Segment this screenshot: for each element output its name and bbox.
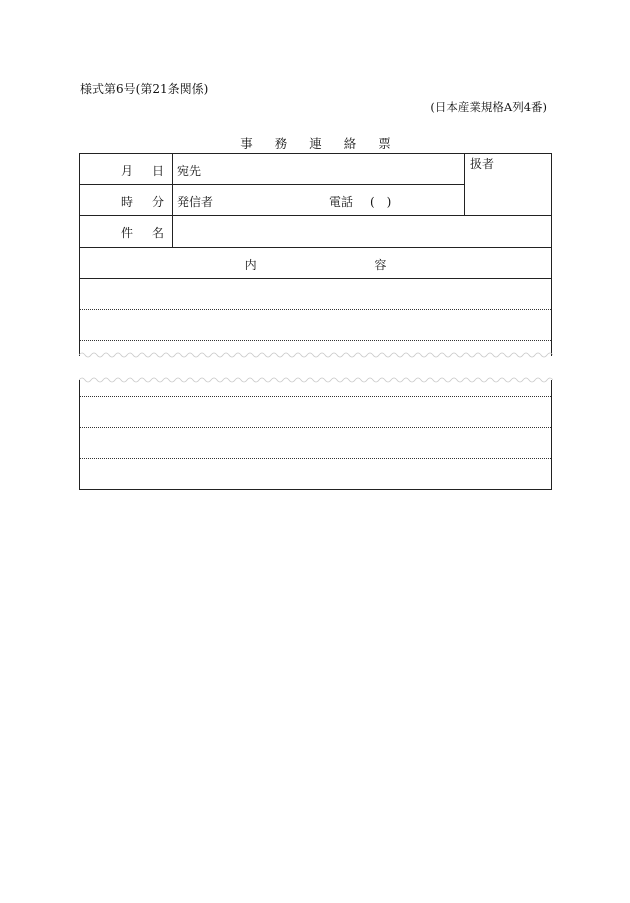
month-label: 月	[121, 164, 134, 178]
row-divider-dotted	[80, 458, 551, 459]
content-label-char: 内	[244, 258, 257, 272]
jis-size-note: (日本産業規格A列4番)	[430, 100, 547, 114]
content-label-char: 容	[374, 258, 387, 272]
minute-label: 分	[151, 195, 164, 209]
border-right	[551, 153, 552, 356]
sender-label: 発信者	[177, 195, 214, 209]
subject-label-char: 名	[151, 226, 164, 240]
border-bottom	[80, 489, 551, 490]
form-title	[80, 134, 551, 152]
subject-label	[121, 224, 164, 241]
handler-column-divider	[464, 153, 465, 215]
hour-minute-label	[121, 193, 164, 210]
form-number: 様式第6号(第21条関係)	[80, 82, 209, 96]
row-divider	[80, 247, 551, 248]
handler-label: 扱者	[470, 157, 495, 171]
row-divider	[80, 215, 551, 216]
row-divider	[80, 278, 551, 279]
border-left	[79, 153, 80, 356]
row-divider	[80, 184, 464, 185]
row-divider-dotted	[80, 309, 551, 310]
wavy-break-bottom	[79, 374, 553, 384]
phone-label: 電話	[329, 195, 354, 209]
wavy-break-top	[79, 351, 553, 361]
title-char: 絡	[343, 136, 357, 151]
row-divider-dotted	[80, 340, 551, 341]
title-char: 務	[274, 136, 288, 151]
title-char: 票	[378, 136, 391, 151]
row-divider-dotted	[80, 396, 551, 397]
content-header	[80, 256, 551, 273]
label-column-divider	[172, 153, 173, 247]
hour-label: 時	[121, 195, 134, 209]
day-label: 日	[151, 164, 164, 178]
subject-label-char: 件	[121, 226, 134, 240]
title-char: 事	[240, 136, 253, 151]
phone-area-code-parens: ( )	[370, 195, 392, 209]
row-divider-dotted	[80, 427, 551, 428]
border-top	[80, 153, 551, 154]
destination-label: 宛先	[177, 164, 202, 178]
month-day-label	[121, 162, 164, 179]
title-char: 連	[309, 136, 322, 151]
border-right	[551, 380, 552, 490]
